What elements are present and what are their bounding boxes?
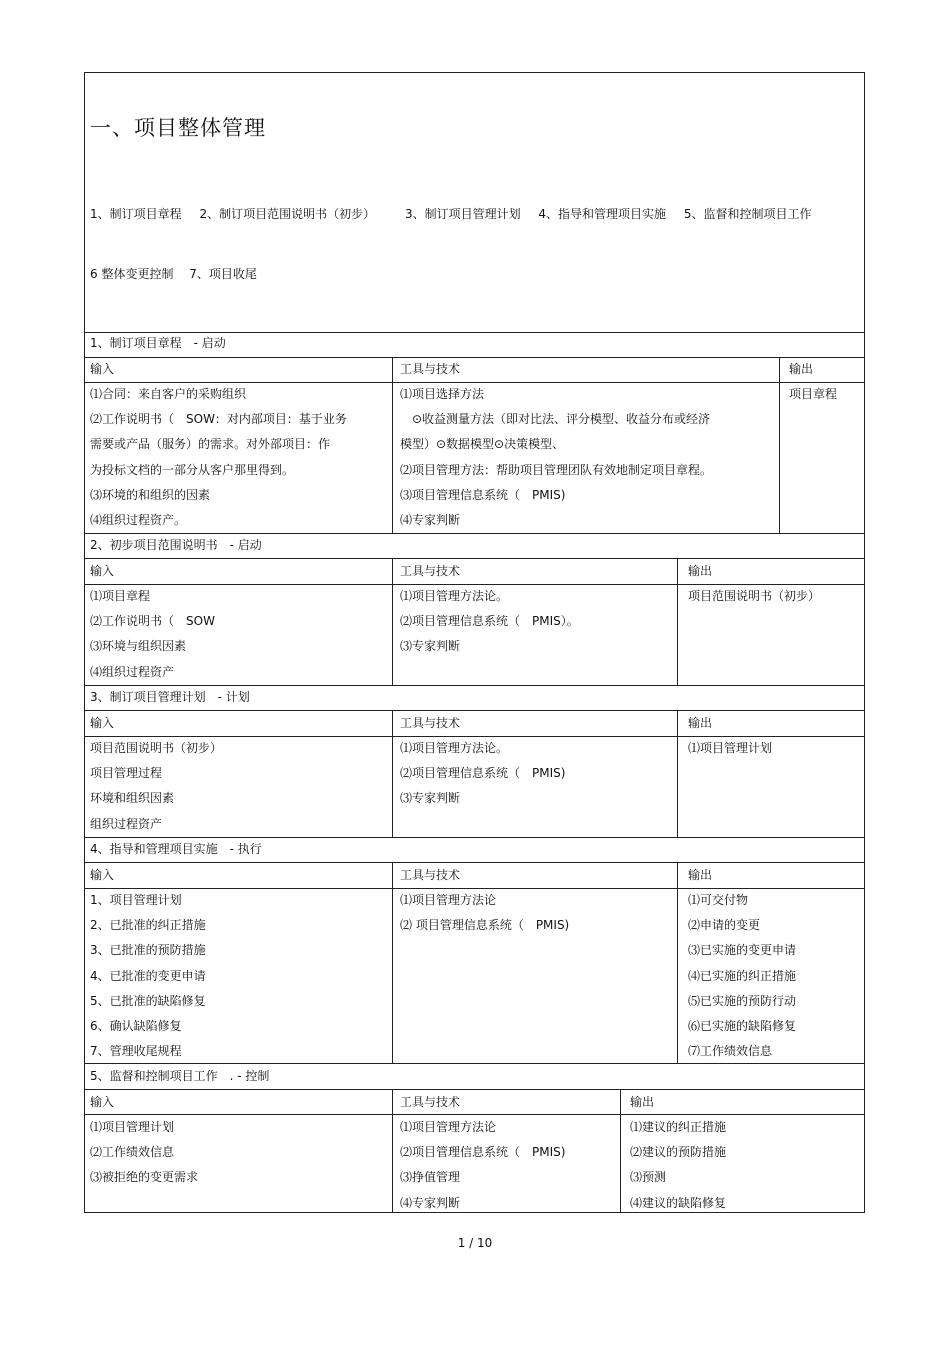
output-list — [630, 1119, 726, 1220]
col-input-header: 输入 — [90, 362, 115, 376]
tools-list — [400, 1119, 565, 1220]
list-item: 1、项目管理计划 — [90, 893, 182, 907]
tools-list — [400, 386, 712, 537]
list-item: ⑵工作说明书（ SOW：对内部项目：基于业务 — [90, 412, 347, 427]
list-item: 项目范围说明书（初步） — [90, 741, 223, 755]
list-item: 项目章程 — [789, 387, 838, 401]
section-heading: 4、指导和管理项目实施 - 执行 — [90, 842, 262, 856]
rule — [84, 1114, 865, 1115]
list-item: 模型）⊙数据模型⊙决策模型、 — [400, 437, 565, 452]
rule — [84, 888, 865, 889]
section-heading: 2、初步项目范围说明书 - 启动 — [90, 538, 262, 552]
col-input-header: 输入 — [90, 716, 115, 730]
list-item: ⑵工作绩效信息 — [90, 1145, 175, 1160]
list-item: ⑶已实施的变更申请 — [688, 943, 797, 958]
col-tools-header: 工具与技术 — [400, 716, 461, 730]
section-heading: 1、制订项目章程 - 启动 — [90, 336, 226, 350]
list-item: 组织过程资产 — [90, 816, 163, 831]
list-item: ⑶项目管理信息系统（ PMIS) — [400, 487, 566, 502]
list-item: 6、确认缺陷修复 — [90, 1018, 182, 1033]
list-item: ⑶专家判断 — [400, 791, 461, 806]
list-item: ⑹已实施的缺陷修复 — [688, 1018, 797, 1033]
tools-list — [400, 588, 579, 664]
list-item: ⑵项目管理信息系统（ PMIS) — [400, 1145, 566, 1160]
list-item: ⑵申请的变更 — [688, 918, 761, 933]
list-item: 2、已批准的纠正措施 — [90, 918, 206, 933]
list-item: ⑴项目管理计划 — [688, 741, 773, 755]
list-item: ⑸已实施的预防行动 — [688, 993, 797, 1008]
list-item: ⑴可交付物 — [688, 893, 749, 907]
toc-item: 6 整体变更控制 — [90, 267, 174, 281]
input-list — [90, 1119, 198, 1195]
rule — [84, 710, 865, 711]
list-item: ⑴项目章程 — [90, 589, 151, 603]
list-item: ⑵建议的预防措施 — [630, 1145, 727, 1160]
section-heading: 5、监督和控制项目工作 . - 控制 — [90, 1069, 270, 1083]
list-item: ⑵ 项目管理信息系统（ PMIS) — [400, 918, 570, 933]
rule — [392, 862, 393, 1063]
toc-item: 5、监督和控制项目工作 — [683, 207, 812, 221]
list-item: ⑷专家判断 — [400, 1195, 461, 1210]
output-list — [789, 386, 837, 411]
col-output-header: 输出 — [789, 362, 814, 376]
rule — [84, 558, 865, 559]
list-item: ⑷已实施的纠正措施 — [688, 968, 797, 983]
list-item: ⑷组织过程资产。 — [90, 512, 187, 527]
list-item: 为投标文档的一部分从客户那里得到。 — [90, 462, 295, 477]
col-output-header: 输出 — [688, 564, 713, 578]
list-item: 环境和组织因素 — [90, 791, 175, 806]
list-item: ⑴项目管理计划 — [90, 1120, 175, 1134]
rule — [84, 382, 865, 383]
col-tools-header: 工具与技术 — [400, 564, 461, 578]
list-item: ⑷专家判断 — [400, 512, 461, 527]
rule — [392, 710, 393, 837]
list-item: ⑷建议的缺陷修复 — [630, 1195, 727, 1210]
rule — [779, 357, 780, 533]
output-list — [688, 588, 820, 613]
output-list — [688, 892, 796, 1068]
list-item: ⑴项目管理方法论 — [400, 893, 497, 907]
list-item: ⑵项目管理信息系统（ PMIS) — [400, 766, 566, 781]
list-item: ⑵项目管理信息系统（ PMIS）。 — [400, 614, 579, 629]
list-item: ⑶专家判断 — [400, 639, 461, 654]
rule — [84, 584, 865, 585]
rule — [620, 1089, 621, 1213]
col-output-header: 输出 — [688, 716, 713, 730]
rule — [392, 558, 393, 685]
toc-item: 7、项目收尾 — [189, 267, 257, 281]
col-tools-header: 工具与技术 — [400, 868, 461, 882]
list-item: 7、管理收尾规程 — [90, 1044, 182, 1059]
list-item: ⑶挣值管理 — [400, 1170, 461, 1185]
list-item: ⑴合同：来自客户的采购组织 — [90, 387, 247, 401]
tools-list — [400, 892, 569, 942]
list-item: ⑴项目管理方法论 — [400, 1120, 497, 1134]
list-item: ⑶环境的和组织的因素 — [90, 487, 211, 502]
toc-item: 3、制订项目管理计划 — [404, 207, 521, 221]
list-item: ⑺工作绩效信息 — [688, 1044, 773, 1059]
list-item: 需要或产品（服务）的需求。对外部项目：作 — [90, 437, 331, 452]
input-list — [90, 588, 215, 689]
rule — [392, 357, 393, 533]
rule — [84, 357, 865, 358]
toc-item: 1、制订项目章程 — [90, 207, 182, 221]
rule — [677, 710, 678, 837]
list-item: ⑴项目管理方法论。 — [400, 589, 509, 603]
list-item: 项目范围说明书（初步） — [688, 589, 821, 603]
toc-item: 2、制订项目范围说明书（初步） — [199, 207, 376, 221]
section-heading: 3、制订项目管理计划 - 计划 — [90, 690, 250, 704]
list-item: ⑴项目管理方法论。 — [400, 741, 509, 755]
col-tools-header: 工具与技术 — [400, 1095, 461, 1109]
toc-line-1 — [90, 205, 826, 222]
input-list — [90, 892, 206, 1068]
list-item: ⑵工作说明书（ SOW — [90, 614, 215, 629]
list-item: ⊙收益测量方法（即对比法、评分模型、收益分布或经济 — [400, 412, 711, 427]
rule — [84, 736, 865, 737]
tools-list — [400, 740, 565, 816]
list-item: ⑷组织过程资产 — [90, 664, 175, 679]
list-item: ⑴项目选择方法 — [400, 387, 485, 401]
col-tools-header: 工具与技术 — [400, 362, 461, 376]
list-item: 5、已批准的缺陷修复 — [90, 993, 206, 1008]
list-item: 项目管理过程 — [90, 766, 163, 781]
col-input-header: 输入 — [90, 564, 115, 578]
toc-item: 4、指导和管理项目实施 — [538, 207, 667, 221]
list-item: 4、已批准的变更申请 — [90, 968, 206, 983]
list-item: ⑴建议的纠正措施 — [630, 1120, 727, 1134]
rule — [392, 1089, 393, 1213]
list-item: ⑶环境与组织因素 — [90, 639, 187, 654]
page-title: 一、项目整体管理 — [90, 116, 266, 140]
page-number: 1 / 10 — [457, 1236, 493, 1250]
list-item: ⑶预测 — [630, 1170, 667, 1185]
rule — [677, 862, 678, 1063]
input-list — [90, 386, 347, 537]
list-item: 3、已批准的预防措施 — [90, 943, 206, 958]
col-input-header: 输入 — [90, 868, 115, 882]
list-item: ⑵项目管理方法：帮助项目管理团队有效地制定项目章程。 — [400, 462, 713, 477]
rule — [677, 558, 678, 685]
input-list — [90, 740, 222, 841]
toc-line-2 — [90, 265, 269, 282]
rule — [84, 332, 865, 333]
rule — [84, 862, 865, 863]
list-item: ⑶被拒绝的变更需求 — [90, 1170, 199, 1185]
col-input-header: 输入 — [90, 1095, 115, 1109]
col-output-header: 输出 — [688, 868, 713, 882]
col-output-header: 输出 — [630, 1095, 655, 1109]
rule — [84, 1089, 865, 1090]
output-list — [688, 740, 772, 765]
